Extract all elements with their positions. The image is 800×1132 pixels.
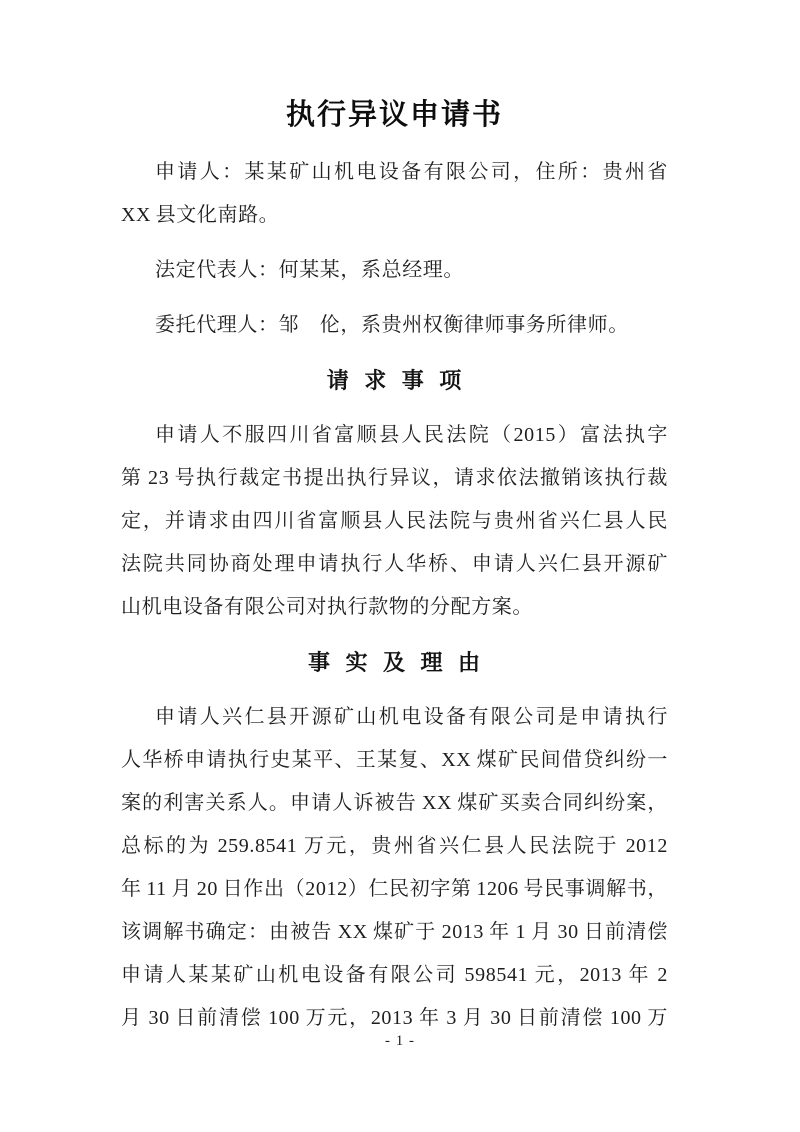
text-line: 总标的为 259.8541 万元，贵州省兴仁县人民法院于 2012 bbox=[121, 835, 668, 857]
text-line: 申请人兴仁县开源矿山机电设备有限公司是申请执行 bbox=[155, 706, 668, 728]
text-line: 年 11 月 20 日作出（2012）仁民初字第 1206 号民事调解书， bbox=[121, 878, 668, 900]
text-line: 第 23 号执行裁定书提出执行异议，请求依法撤销该执行裁 bbox=[121, 467, 668, 489]
text-line: 委托代理人：邹 伦，系贵州权衡律师事务所律师。 bbox=[155, 314, 629, 336]
section-heading: 事 实 及 理 由 bbox=[307, 650, 481, 675]
paragraph bbox=[121, 696, 668, 1040]
paragraph bbox=[121, 151, 668, 237]
document-title: 执行异议申请书 bbox=[285, 99, 503, 131]
document-content bbox=[121, 0, 668, 1040]
text-line: 月 30 日前清偿 100 万元，2013 年 3 月 30 日前清偿 100 万 bbox=[121, 1007, 668, 1029]
text-line: 案的利害关系人。申请人诉被告 XX 煤矿买卖合同纠纷案， bbox=[121, 792, 668, 814]
text-line: 该调解书确定：由被告 XX 煤矿于 2013 年 1 月 30 日前清偿 bbox=[121, 921, 668, 943]
document-body bbox=[121, 151, 668, 1040]
paragraph bbox=[121, 414, 668, 629]
page-number: - 1 - bbox=[385, 1033, 415, 1049]
paragraph bbox=[121, 304, 668, 347]
paragraph bbox=[121, 249, 668, 292]
text-line: XX 县文化南路。 bbox=[121, 204, 280, 226]
text-line: 法院共同协商处理申请执行人华桥、申请人兴仁县开源矿 bbox=[121, 553, 668, 575]
text-line: 申请人：某某矿山机电设备有限公司，住所：贵州省 bbox=[155, 161, 668, 183]
text-line: 定，并请求由四川省富顺县人民法院与贵州省兴仁县人民 bbox=[121, 510, 668, 532]
text-line: 申请人某某矿山机电设备有限公司 598541 元，2013 年 2 bbox=[121, 964, 668, 986]
text-line: 山机电设备有限公司对执行款物的分配方案。 bbox=[121, 596, 533, 618]
section-heading: 请 求 事 项 bbox=[326, 368, 463, 393]
text-line: 法定代表人：何某某，系总经理。 bbox=[155, 259, 464, 281]
text-line: 申请人不服四川省富顺县人民法院（2015）富法执字 bbox=[155, 424, 668, 446]
text-line: 人华桥申请执行史某平、王某复、XX 煤矿民间借贷纠纷一 bbox=[121, 749, 668, 771]
